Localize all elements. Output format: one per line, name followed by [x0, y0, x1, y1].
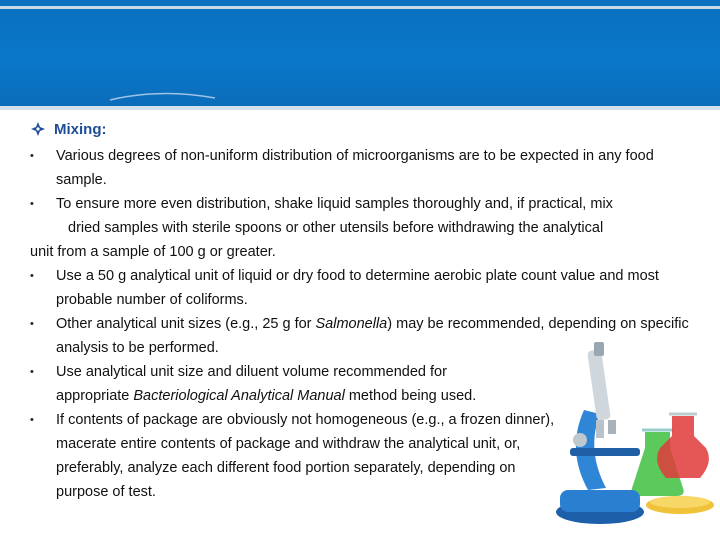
list-item-text: method being used. [344, 388, 477, 404]
organism-name: Salmonella [315, 316, 388, 332]
list-item-text: Use analytical unit size and diluent volume recommended for [56, 364, 447, 380]
list-item [30, 408, 556, 504]
manual-title: Bacteriological Analytical Manual [133, 388, 345, 404]
list-item-text: ) may be recommended, depending on specific analysis to be performed. [56, 316, 689, 356]
list-item-text: To ensure more even distribution, shake liquid samples thoroughly and, if practical, mix [56, 196, 613, 212]
list-item [30, 264, 700, 312]
heading-text: Mixing: [54, 120, 107, 138]
bullet-icon: • [30, 198, 34, 210]
banner-top-line [0, 6, 720, 9]
list-item-text: Other analytical unit sizes (e.g., 25 g for [56, 316, 316, 332]
banner-bottom-line [0, 106, 720, 110]
bullet-icon: • [30, 318, 34, 330]
list-item [30, 144, 700, 192]
bullet-icon: • [30, 366, 34, 378]
banner-decoration [0, 86, 720, 106]
section-heading [30, 118, 107, 140]
list-item [30, 192, 700, 264]
header-banner [0, 0, 720, 110]
bullet-icon: • [30, 414, 34, 426]
list-item-text: Use a 50 g analytical unit of liquid or dry food to determine aerobic plate count value and most probable number of coliforms. [56, 268, 659, 308]
microscope-illustration [530, 340, 715, 535]
list-item-text: appropriate [56, 388, 134, 404]
list-item-text: unit from a sample of 100 g or greater. [30, 244, 276, 260]
list-item-text: Various degrees of non-uniform distribution of microorganisms are to be expected in any food sample. [56, 148, 654, 188]
bullet-icon: • [30, 150, 34, 162]
list-item-text: If contents of package are obviously not homogeneous (e.g., a frozen dinner), macerate entire contents of package and withdraw the analytical unit, or, preferably, analyze each different food portion separately, depending on purpose of test. [56, 412, 555, 500]
list-item-text: dried samples with sterile spoons or other utensils before withdrawing the analytical [68, 220, 604, 236]
bullet-icon: • [30, 270, 34, 282]
diamond-bullet-icon [30, 121, 46, 137]
